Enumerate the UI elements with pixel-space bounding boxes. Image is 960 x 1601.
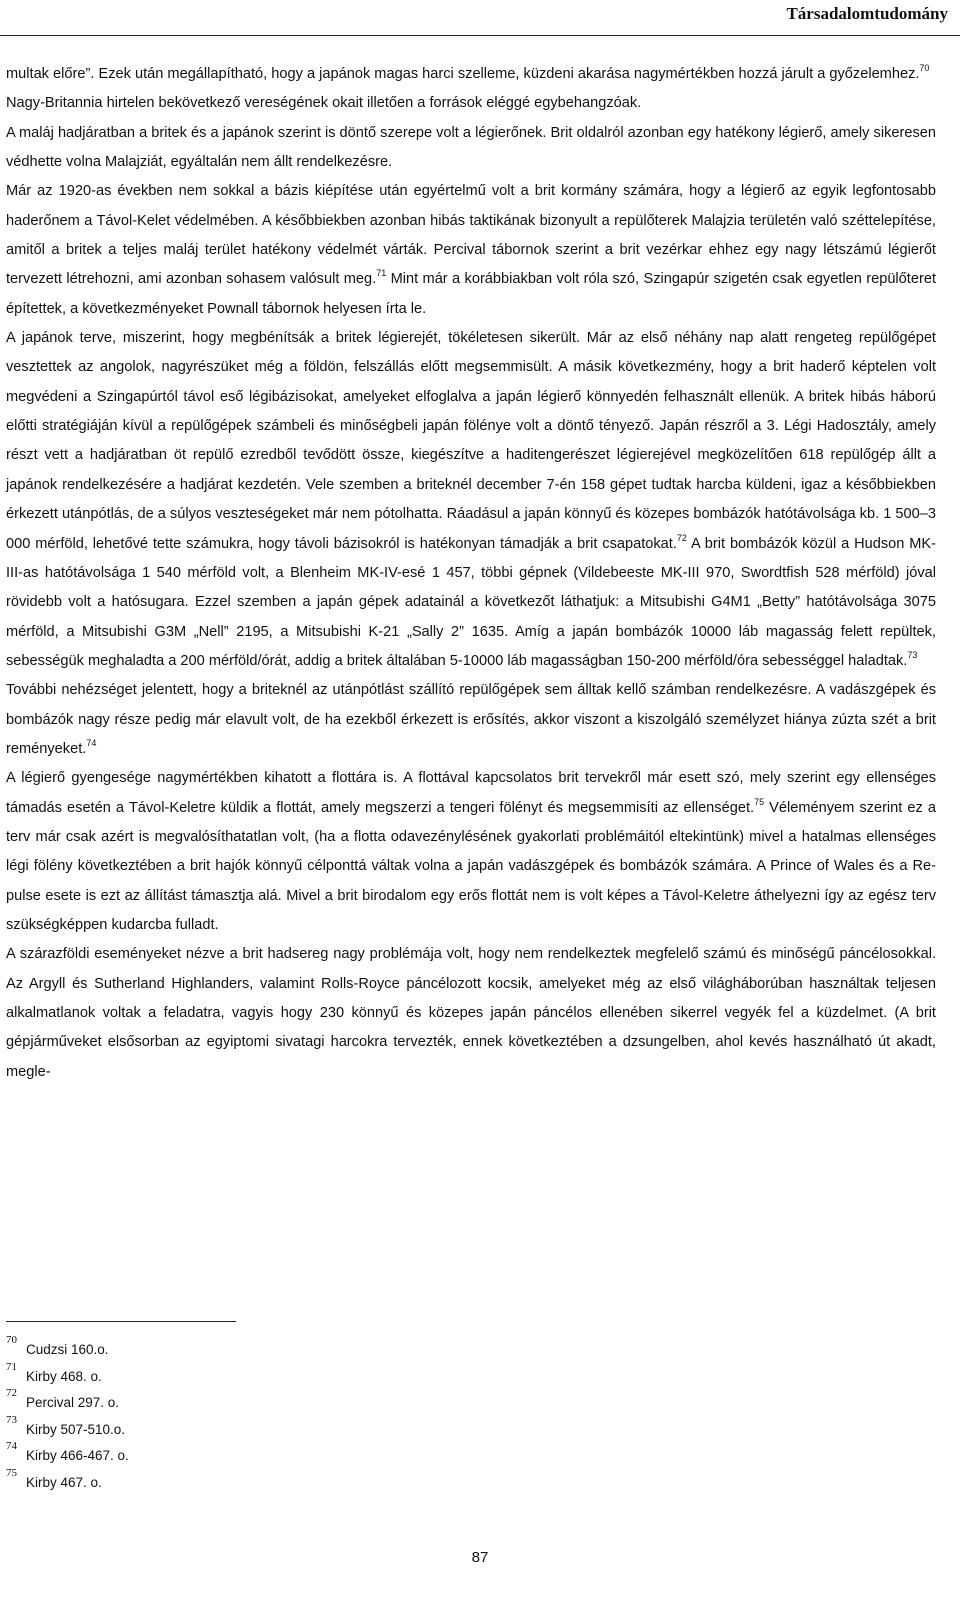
footnote-ref[interactable]: 75 — [754, 796, 765, 807]
running-header — [0, 0, 960, 36]
footnote-text: Kirby 468. o. — [26, 1368, 102, 1384]
text-run: Mint már a korábbiakban volt róla szó, Szingapúr szigetén csak egyetlen repülőteret építettek, a következményeket Pownall tábornok helyesen írta le. — [6, 271, 936, 317]
footnote-number: 70 — [6, 1334, 17, 1346]
paragraph — [6, 676, 936, 764]
paragraph — [6, 764, 936, 940]
text-run: Nagy-Britannia hirtelen bekövetkező vereségének okait illetően a források eléggé egybehangzóak. — [6, 95, 642, 112]
footnote-ref[interactable]: 74 — [86, 737, 97, 748]
header-divider — [0, 35, 960, 36]
text-run: Véleményem szerint ez a terv már csak azért is megvalósíthatatlan volt, (ha a flotta odavezénylésének gyakorlati problémáitól eltekintünk) mivel a hatalmas ellenséges légi fölény következtében a brit hajók könnyű célponttá váltak volna a japán vadászgépek és bombázók számára. A Prince of Wales és a Repulse esete is ezt az állítást támasztja alá. Mivel a brit birodalom egy erős flottát nem is volt képes a Távol-Keletre áthelyezni így az egész terv szükségképpen kudarcba fulladt. — [6, 799, 936, 933]
text-run: A brit bombázók közül a Hudson MK-III-as hatótávolsága 1 540 mérföld volt, a Blenheim MK-IV-esé 1 457, többi gépnek (Vildebeeste MK-III 970, Swordtfish 528 mérföld) jóval rövidebb volt a hatósugara. Ezzel szemben a japán gépek adatainál a következőt láthatjuk: a Mitsubishi G4M1 „Betty” hatótávolsága 3075 mérföld, a Mitsubishi G3M „Nell” 2195, a Mitsubishi K-21 „Sally 2” 1635. Amíg a japán bombázók 10000 láb magasság felett repültek, sebességük meghaladta a 200 mérföld/órát, addig a britek általában 5-10000 láb magasságban 150-200 mérföld/óra sebességgel haladtak. — [6, 535, 936, 669]
paragraph — [6, 940, 936, 1087]
section-title: Társadalomtudomány — [786, 4, 948, 23]
footnote — [6, 1467, 406, 1494]
text-run: A maláj hadjáratban a britek és a japánok szerint is döntő szerepe volt a légierőnek. Brit oldalról azonban egy hatékony légierő, amely sikeresen védhette volna Malajziát, egyáltalán nem állt rendelkezésre. — [6, 124, 936, 171]
page-number: 87 — [471, 1549, 489, 1566]
footnote-ref[interactable]: 73 — [907, 649, 918, 660]
footnote-ref[interactable]: 70 — [919, 63, 930, 73]
text-run: A szárazföldi eseményeket nézve a brit hadsereg nagy problémája volt, hogy nem rendelkeztek megfelelő számú és minőségű páncélosokkal. Az Argyll és Sutherland Highlanders, valamint Rolls-Royce páncélozott kocsik, amelyeket még az első világháborúban használtak teljesen alkalmatlanok voltak a feladatra, vagyis hogy 230 könnyű és közepes japán páncélos ellenében sikerrel vegyék fel a küzdelmet. (A brit gépjárműveket elsősorban az egyiptomi sivatagi harcokra tervezték, ennek következtében a dzsungelben, ahol kevés használható út akadt, megle- — [6, 946, 936, 1080]
footnote-ref[interactable]: 72 — [676, 532, 687, 543]
footnote-text: Kirby 466-467. o. — [26, 1448, 129, 1463]
footnote — [6, 1334, 406, 1361]
footnote-number: 75 — [6, 1466, 17, 1479]
paragraph — [6, 89, 936, 118]
footnote-text: Kirby 467. o. — [26, 1474, 102, 1490]
footnote-number: 71 — [6, 1360, 17, 1373]
text-run: Már az 1920-as években nem sokkal a bázis kiépítése után egyértelmű volt a brit kormány számára, hogy a légierő az egyik legfontosabb haderőnem a Távol-Kelet védelmében. A későbbiekben azonban hibás taktikának bizonyult a repülőterek Malajzia területén való széttelepítése, amitől a britek a teljes maláj terület hatékony védelmét várták. Percival tábornok szerint a brit vezérkar ehhez egy nagy létszámú légierőt tervezett létrehozni, ami azonban sohasem valósult meg. — [6, 183, 936, 288]
footnote — [6, 1387, 406, 1414]
footnote-number: 72 — [6, 1387, 17, 1399]
text-run: A légierő gyengesége nagymértékben kihatott a flottára is. A flottával kapcsolatos brit tervekről már esett szó, mely szerint egy ellenséges támadás esetén a Távol-Keletre küldik a flottát, amely megszerzi a tengeri fölényt és megsemmisíti az ellenséget. — [6, 770, 936, 816]
footnote-ref[interactable]: 71 — [376, 268, 387, 279]
footnote-number: 74 — [6, 1440, 17, 1452]
body-text — [6, 60, 936, 1087]
paragraph — [6, 119, 936, 178]
text-run: A japánok terve, miszerint, hogy megbénítsák a britek légierejét, tökéletesen sikerült. Már az első néhány nap alatt rengeteg repülőgépet vesztettek az angolok, nagyrészüket még a földön, felszállás előtt megsemmisült. A másik következmény, hogy a brit haderő képtelen volt megvédeni a Szingapúrtól távol eső légibázisokat, amelyeket elfoglalva a japán légierő könnyedén felhasznált ellenük. A britek hibás háború előtti stratégiáján kívül a repülőgépek számbeli és minőségbeli japán fölénye volt a döntő tényező. Japán részről a 3. Légi Hadosztály, amely részt vett a hadjáratban öt repülő ezredből tevődött össze, kiegészítve a haditengerészet légierejével megközelítően 618 repülőgép állt a japánok rendelkezésére a hadjárat kezdetén. Vele szemben a briteknél december 7-én 158 gépet tudtak harcba küldeni, igaz a későbbiekben érkezett utánpótlás, de a súlyos veszteségeket már nem pótolhatta. Ráadásul a japán könnyű és közepes bombázók hatótávolsága kb. 1 500–3 000 mérföld, lehetővé tette számukra, hogy távoli bázisokról is hatékonyan támadják a brit csapatokat. — [6, 330, 936, 552]
paragraph — [6, 60, 936, 89]
footnote-text: Percival 297. o. — [26, 1395, 120, 1410]
paragraph — [6, 177, 936, 324]
footnotes — [6, 1334, 406, 1493]
footnote-divider — [6, 1321, 236, 1322]
footnote — [6, 1440, 406, 1467]
text-run: További nehézséget jelentett, hogy a briteknél az utánpótlást szállító repülőgépek sem álltak kellő számban rendelkezésre. A vadászgépek és bombázók nagy része pedig már elavult volt, de ha ezekből érkezett is erősítés, akkor viszont a kiszolgáló személyzet hiánya zúzta szét a brit reményeket. — [6, 682, 936, 757]
footnote-number: 73 — [6, 1413, 17, 1426]
footnote — [6, 1414, 406, 1441]
footnote-text: Kirby 507-510.o. — [26, 1421, 126, 1437]
footnote-text: Cudzsi 160.o. — [26, 1342, 109, 1357]
paragraph — [6, 324, 936, 676]
text-run: multak előre”. Ezek után megállapítható, hogy a japánok magas harci szelleme, küzdeni akarása nagymértékben hozzá járult a győzelemhez. — [6, 66, 920, 82]
footnote — [6, 1361, 406, 1388]
